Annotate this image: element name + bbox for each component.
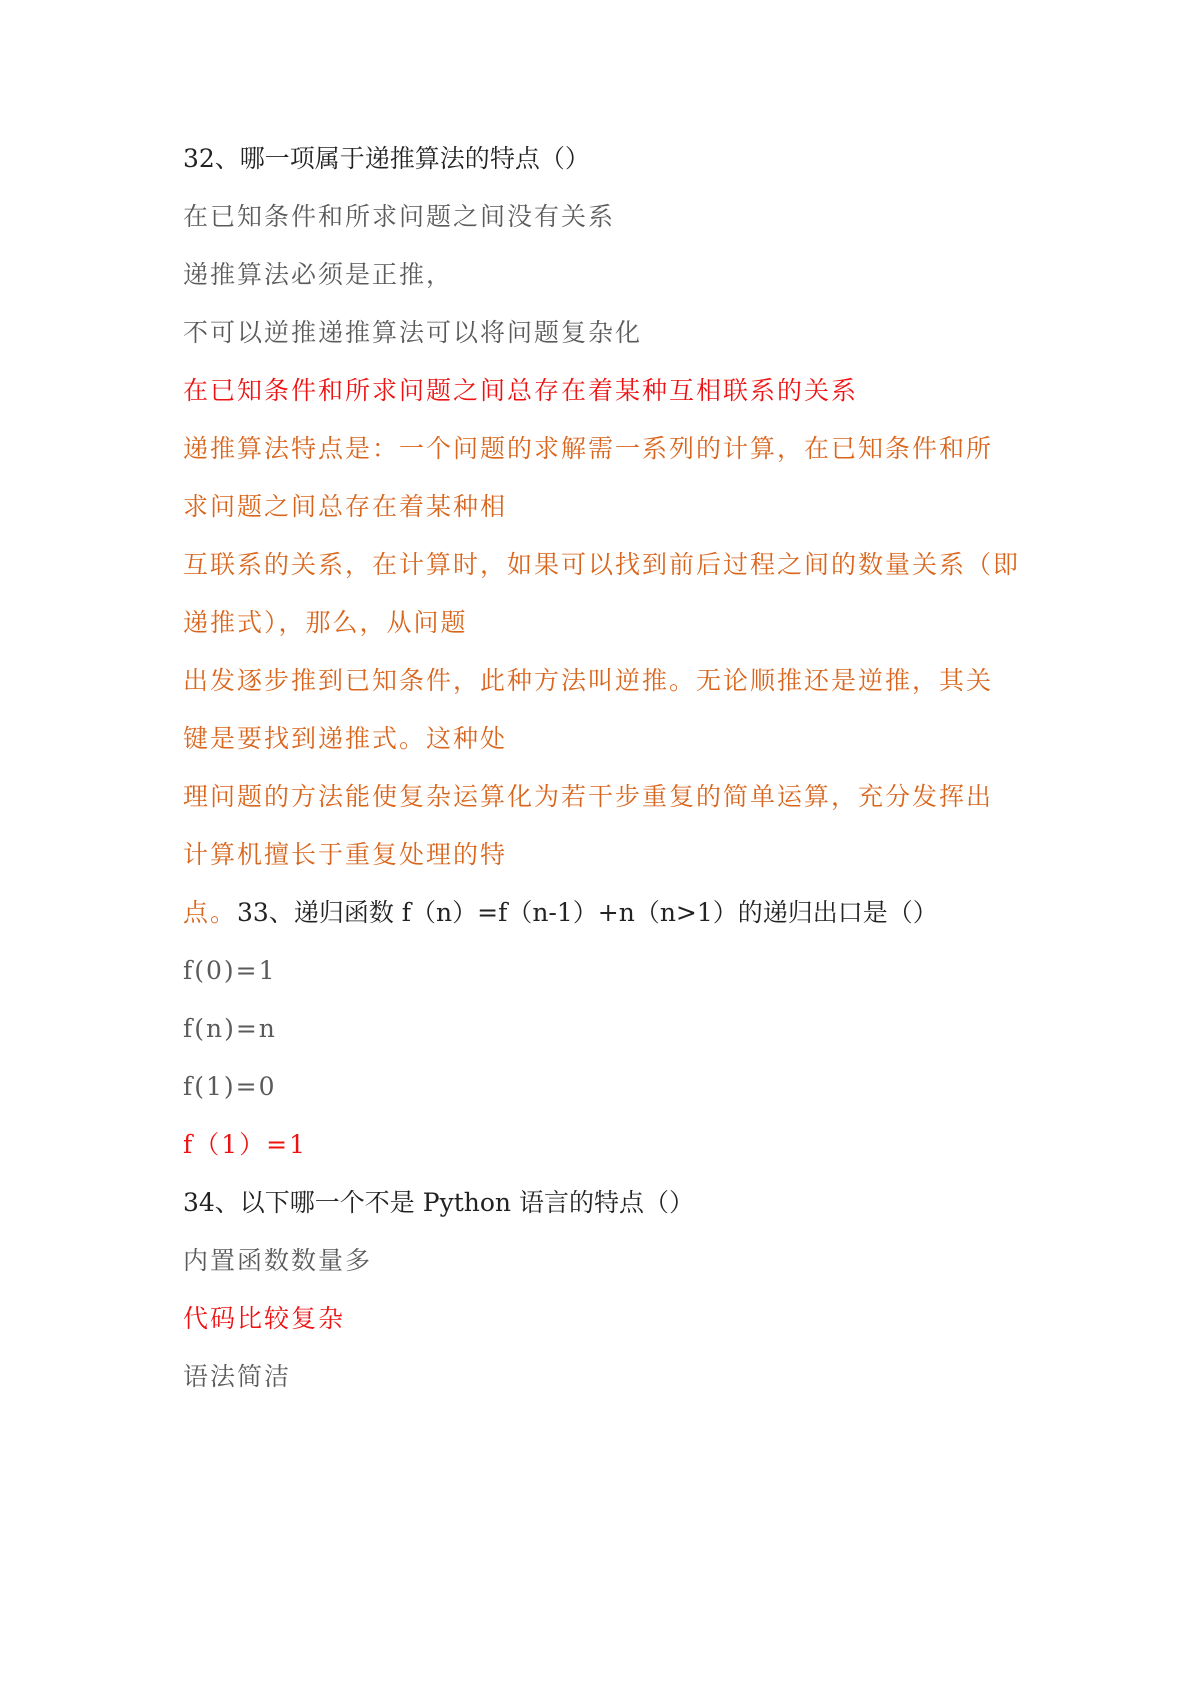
question-33: 33、递归函数 f（n）=f（n-1）+n（n>1）的递归出口是（） <box>237 898 938 927</box>
explanation-tail-and-question-33 <box>183 898 938 928</box>
answer-32: 在已知条件和所求问题之间总存在着某种互相联系的关系 <box>183 376 859 405</box>
explanation-32-line-1: 递推算法特点是：一个问题的求解需一系列的计算，在已知条件和所 <box>183 434 994 463</box>
answer-33: f（1）=1 <box>183 1130 308 1159</box>
question-32: 32、哪一项属于递推算法的特点（） <box>183 144 590 173</box>
option-32-c: 不可以逆推递推算法可以将问题复杂化 <box>183 318 643 347</box>
explanation-32-line-7: 理问题的方法能使复杂运算化为若干步重复的简单运算，充分发挥出 <box>183 782 994 811</box>
question-34: 34、以下哪一个不是 Python 语言的特点（） <box>183 1188 694 1217</box>
option-33-c: f(1)=0 <box>183 1072 277 1101</box>
explanation-32-line-4: 递推式），那么，从问题 <box>183 608 468 637</box>
option-34-a: 内置函数数量多 <box>183 1246 373 1275</box>
explanation-32-tail: 点。 <box>183 898 238 927</box>
option-33-b: f(n)=n <box>183 1014 277 1043</box>
option-34-c: 语法简洁 <box>183 1362 292 1391</box>
explanation-32-line-8: 计算机擅长于重复处理的特 <box>183 840 508 869</box>
option-32-a: 在已知条件和所求问题之间没有关系 <box>183 202 616 231</box>
answer-34: 代码比较复杂 <box>183 1304 346 1333</box>
option-32-b: 递推算法必须是正推， <box>183 260 454 289</box>
option-33-a: f(0)=1 <box>183 956 277 985</box>
explanation-32-line-2: 求问题之间总存在着某种相 <box>183 492 508 521</box>
explanation-32-line-3: 互联系的关系，在计算时，如果可以找到前后过程之间的数量关系（即 <box>183 550 1021 579</box>
explanation-32-line-5: 出发逐步推到已知条件，此种方法叫逆推。无论顺推还是逆推，其关 <box>183 666 994 695</box>
explanation-32-line-6: 键是要找到递推式。这种处 <box>183 724 508 753</box>
